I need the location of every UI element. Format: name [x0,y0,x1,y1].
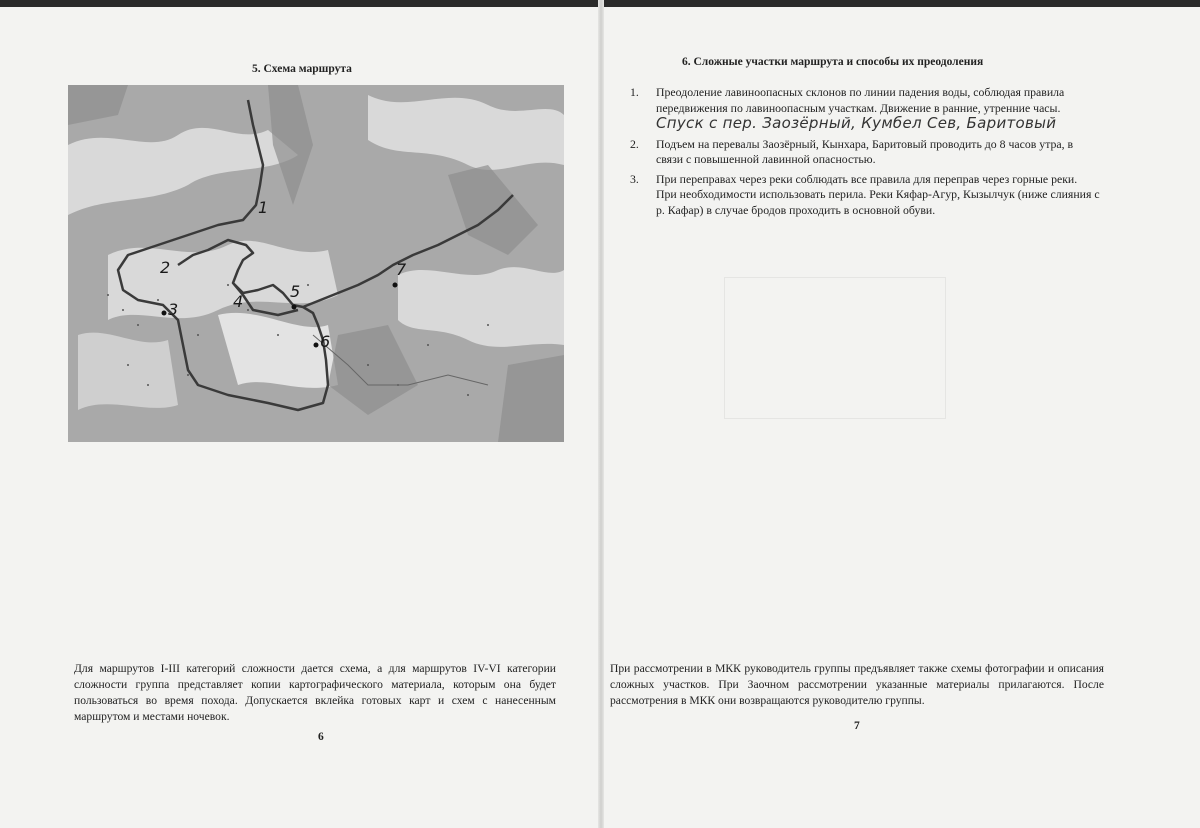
hazard-text: Подъем на перевалы Заозёрный, Кынхара, Баритовый проводить до 8 часов утра, в связи с повышенной лавинной опасностью. [656,136,1074,166]
left-page [0,7,598,828]
route-map [68,85,564,442]
route-map-graphic [68,85,564,442]
right-page-heading: 6. Сложные участки маршрута и способы их преодоления [682,56,984,68]
map-label-7: 7 [396,260,407,279]
marker-6 [314,343,319,348]
right-footer-text: При рассмотрении в МКК руководитель группы предъявляет также схемы фотографии и описания сложных участков. При Заочном рассмотрении указанные материалы прилагаются. После рассмотрения в МКК они возвращаются руководителю группы. [610,662,1104,707]
right-page [604,7,1200,828]
map-label-2: 2 [160,258,171,277]
left-page-number: 6 [318,731,324,743]
hazard-list [630,85,1100,222]
left-page-heading: 5. Схема маршрута [252,63,352,75]
handwritten-note: Спуск с пер. Заозёрный, Кумбел Сев, Баритовый [656,114,1057,132]
hazard-number: 2. [630,136,639,151]
bleed-through-table [724,277,946,419]
map-label-1: 1 [258,198,269,217]
hazard-number: 1. [630,85,639,99]
hazard-text: Преодоление лавиноопасных склонов по линии падения воды, соблюдая правила передвижения по лавиноопасным участкам. Движение в ранние, утренние часы. [656,85,1065,115]
hazard-text: При переправах через реки соблюдать все правила для переправ через горные реки. При необходимости использовать перила. Реки Кяфар-Агур, Кызылчук (ниже слияния с р. Кафар) в случае бродов проходить в основной обуви. [656,171,1100,217]
marker-7 [393,283,398,288]
map-label-6: 6 [320,332,331,351]
left-footer-text: Для маршрутов I-III категорий сложности дается схема, а для маршрутов IV-VI категории сложности группа представляет копии картографического материала, которым она будет пользоваться во время похода. Допускается вклейка готовых карт и схем с нанесенным маршрутом и местами ночевок. [74,662,556,723]
map-label-3: 3 [168,300,179,319]
hazard-item [630,137,1100,168]
map-label-4: 4 [233,292,244,311]
hazard-item [630,172,1100,219]
map-label-5: 5 [290,282,301,301]
marker-5 [292,305,297,310]
hazard-number: 3. [630,171,639,186]
right-page-number: 7 [854,720,860,732]
marker-3 [162,311,167,316]
hazard-item [630,85,1100,133]
